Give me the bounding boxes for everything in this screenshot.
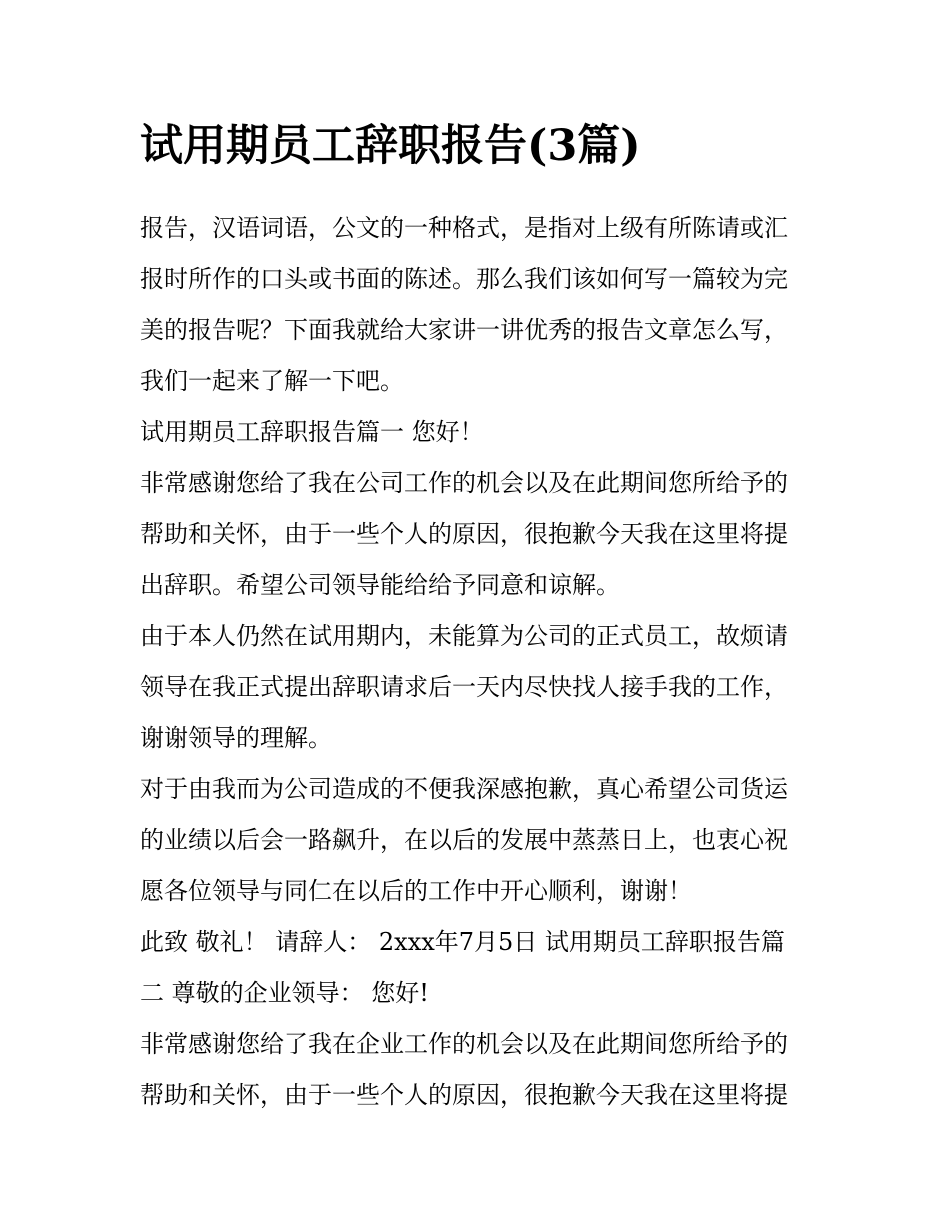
text-line: 试用期员工辞职报告篇一 您好！ (140, 418, 484, 446)
text-line: 非常感谢您给了我在公司工作的机会以及在此期间您所给予的 (140, 469, 788, 497)
text-line: 愿各位领导与同仁在以后的工作中开心顺利，谢谢！ (140, 877, 692, 905)
text-line: 我们一起来了解一下吧。 (140, 367, 404, 395)
text-line: 二 尊敬的企业领导： 您好! (140, 979, 429, 1007)
text-line: 由于本人仍然在试用期内，未能算为公司的正式员工，故烦请 (140, 622, 788, 650)
text-line: 报时所作的口头或书面的陈述。那么我们该如何写一篇较为完 (140, 265, 788, 293)
document-title: 试用期员工辞职报告(3篇) (140, 121, 641, 171)
text-line: 帮助和关怀，由于一些个人的原因，很抱歉今天我在这里将提 (140, 1081, 788, 1109)
document-body (140, 203, 820, 1121)
text-line: 出辞职。希望公司领导能给给予同意和谅解。 (140, 571, 620, 599)
text-line: 报告，汉语词语，公文的一种格式，是指对上级有所陈请或汇 (140, 214, 788, 242)
text-line: 对于由我而为公司造成的不便我深感抱歉，真心希望公司货运 (140, 775, 788, 803)
text-line: 非常感谢您给了我在企业工作的机会以及在此期间您所给予的 (140, 1030, 788, 1058)
text-line: 谢谢领导的理解。 (140, 724, 332, 752)
text-line: 领导在我正式提出辞职请求后一天内尽快找人接手我的工作， (140, 673, 788, 701)
text-line: 美的报告呢？下面我就给大家讲一讲优秀的报告文章怎么写， (140, 316, 788, 344)
text-line: 此致 敬礼！ 请辞人： 2xxx年7月5日 试用期员工辞职报告篇 (140, 928, 785, 956)
text-line: 的业绩以后会一路飙升，在以后的发展中蒸蒸日上，也衷心祝 (140, 826, 788, 854)
text-line: 帮助和关怀，由于一些个人的原因，很抱歉今天我在这里将提 (140, 520, 788, 548)
